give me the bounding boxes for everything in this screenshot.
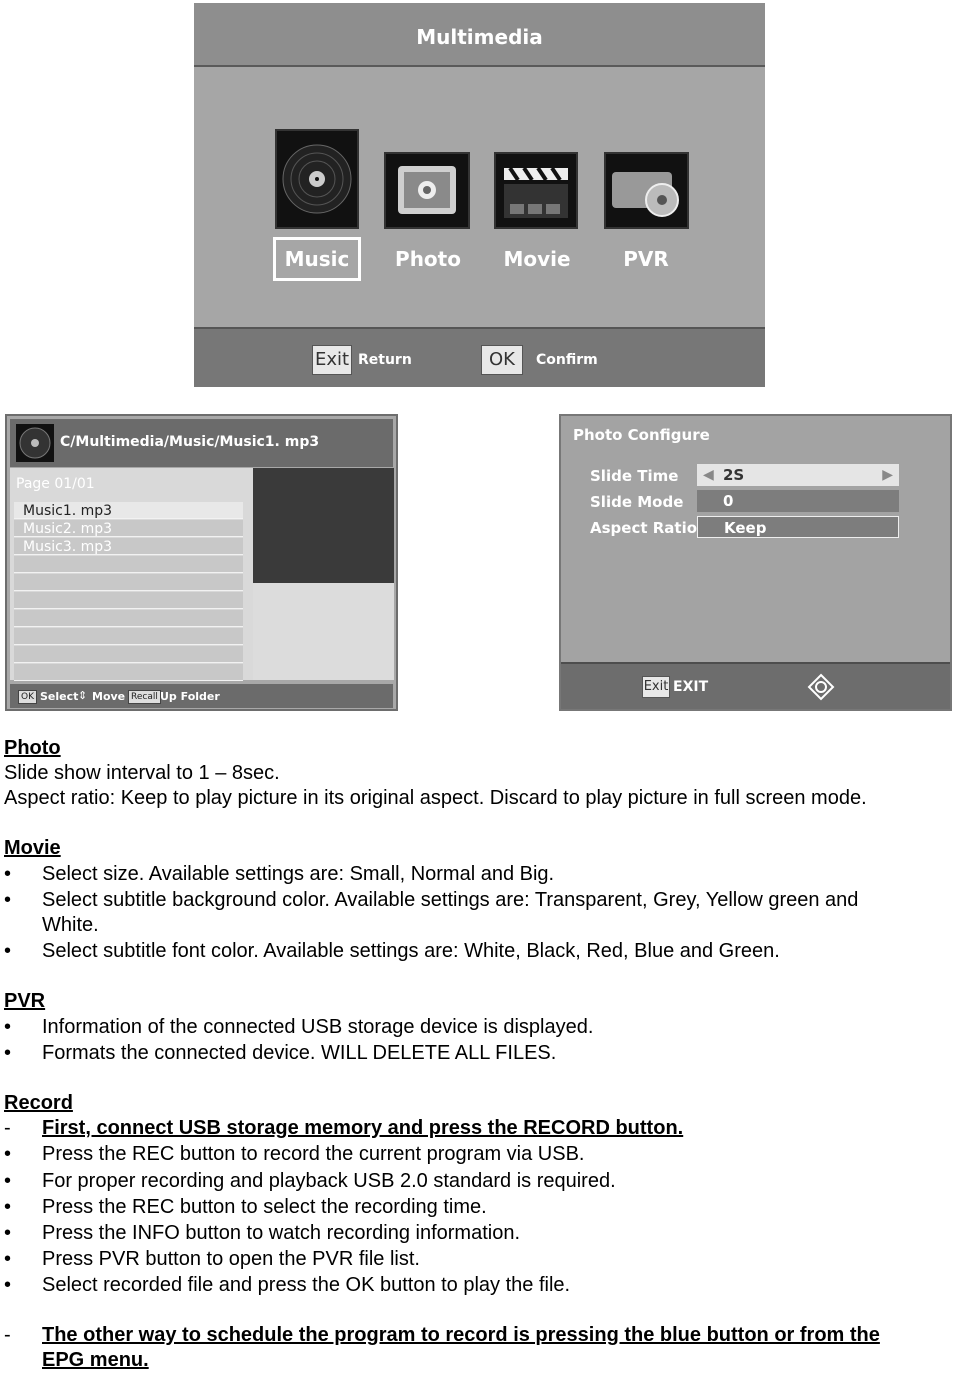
slide-mode-label: Slide Mode [590, 493, 684, 511]
multimedia-title: Multimedia [416, 25, 543, 49]
bullet-mark: • [4, 1042, 12, 1064]
bullet-mark: • [4, 1170, 12, 1192]
list-item[interactable] [14, 592, 243, 609]
multimedia-footer [194, 327, 765, 387]
menu-item-pvr[interactable]: PVR [623, 247, 669, 271]
bullet-mark: • [4, 940, 12, 962]
record-lead-text: First, connect USB storage memory and press the RECORD button. [42, 1117, 684, 1139]
aspect-ratio-value[interactable]: Keep [697, 516, 899, 538]
file-name[interactable]: Music3. mp3 [23, 539, 113, 555]
photo-heading: Photo [4, 737, 61, 759]
bullet-text: Press the REC button to select the recording time. [42, 1196, 487, 1218]
vinyl-record-icon[interactable] [275, 129, 359, 229]
return-label: Return [358, 352, 412, 368]
info-panel [253, 583, 394, 680]
bullet-text: White. [42, 914, 99, 936]
file-name[interactable]: Music2. mp3 [23, 521, 113, 537]
list-item[interactable] [14, 664, 243, 681]
bullet-mark: • [4, 1143, 12, 1165]
record-note-text: EPG menu. [42, 1349, 149, 1371]
bullet-mark: • [4, 1274, 12, 1296]
bullet-mark: • [4, 1222, 12, 1244]
photo-frame-icon[interactable] [384, 152, 470, 229]
up-down-arrows-icon: ⇕ [78, 690, 88, 702]
music-browser-screenshot [5, 414, 398, 711]
navigation-pad-icon[interactable] [807, 673, 835, 701]
exit-key[interactable]: Exit [312, 345, 352, 375]
slide-mode-value[interactable]: 0 [697, 490, 899, 512]
slide-time-text: 2S [723, 466, 745, 484]
page-indicator: Page 01/01 [16, 476, 95, 492]
bullet-text: For proper recording and playback USB 2.0 standard is required. [42, 1170, 616, 1192]
photo-configure-title: Photo Configure [573, 426, 710, 444]
bullet-mark: • [4, 1196, 12, 1218]
multimedia-menu-screenshot [194, 3, 765, 387]
bullet-text: Select size. Available settings are: Small, Normal and Big. [42, 863, 555, 885]
photo-line: Slide show interval to 1 – 8sec. [4, 762, 280, 784]
slide-time-label: Slide Time [590, 467, 679, 485]
multimedia-header [194, 3, 765, 67]
bullet-text: Information of the connected USB storage device is displayed. [42, 1016, 594, 1038]
menu-item-music[interactable]: Music [273, 237, 361, 281]
exit-label: EXIT [673, 679, 709, 695]
bullet-mark: • [4, 889, 12, 911]
photo-configure-screenshot [559, 414, 952, 711]
record-note-text: The other way to schedule the program to record is pressing the blue button or from the [42, 1324, 880, 1346]
list-item[interactable] [14, 628, 243, 645]
bullet-mark: • [4, 1248, 12, 1270]
list-item[interactable] [14, 574, 243, 591]
movie-heading: Movie [4, 837, 61, 859]
music-browser-header [10, 419, 393, 467]
dash-mark: - [4, 1117, 11, 1139]
bullet-text: Select subtitle background color. Available settings are: Transparent, Grey, Yellow green and [42, 889, 859, 911]
clapperboard-icon[interactable] [494, 152, 578, 229]
exit-key[interactable]: Exit [642, 676, 670, 698]
list-item[interactable] [14, 610, 243, 627]
vinyl-record-icon [16, 424, 54, 462]
bullet-text: Press PVR button to open the PVR file list. [42, 1248, 420, 1270]
arrow-right-icon[interactable]: ▶ [882, 467, 893, 483]
bullet-mark: • [4, 863, 12, 885]
arrow-left-icon[interactable]: ◀ [703, 467, 714, 483]
menu-item-movie[interactable]: Movie [503, 247, 571, 271]
pvr-heading: PVR [4, 990, 46, 1012]
ok-key[interactable]: OK [481, 345, 523, 375]
disc-drive-icon[interactable] [604, 152, 689, 229]
preview-panel [253, 468, 394, 583]
music-browser-footer [10, 684, 393, 708]
slide-time-value[interactable] [697, 464, 899, 486]
photo-line: Aspect ratio: Keep to play picture in its original aspect. Discard to play picture in full screen mode. [4, 787, 867, 809]
ok-key[interactable]: OK [18, 690, 37, 704]
bullet-text: Press the INFO button to watch recording information. [42, 1222, 520, 1244]
move-label: Move [92, 690, 126, 703]
menu-item-photo[interactable]: Photo [395, 247, 461, 271]
confirm-label: Confirm [536, 352, 598, 368]
file-path: C/Multimedia/Music/Music1. mp3 [60, 434, 320, 450]
record-heading: Record [4, 1092, 73, 1114]
list-item[interactable] [14, 646, 243, 663]
dash-mark: - [4, 1324, 11, 1346]
file-name[interactable]: Music1. mp3 [23, 503, 113, 519]
select-label: Select [40, 690, 79, 703]
recall-key[interactable]: Recall [128, 690, 161, 704]
photo-configure-footer [561, 662, 950, 709]
file-list[interactable] [10, 468, 253, 680]
bullet-text: Formats the connected device. WILL DELETE ALL FILES. [42, 1042, 557, 1064]
up-folder-label: Up Folder [160, 690, 220, 703]
bullet-text: Select recorded file and press the OK button to play the file. [42, 1274, 571, 1296]
bullet-text: Select subtitle font color. Available settings are: White, Black, Red, Blue and Green. [42, 940, 780, 962]
list-item[interactable] [14, 556, 243, 573]
bullet-mark: • [4, 1016, 12, 1038]
bullet-text: Press the REC button to record the current program via USB. [42, 1143, 585, 1165]
aspect-ratio-label: Aspect Ratio [590, 519, 698, 537]
